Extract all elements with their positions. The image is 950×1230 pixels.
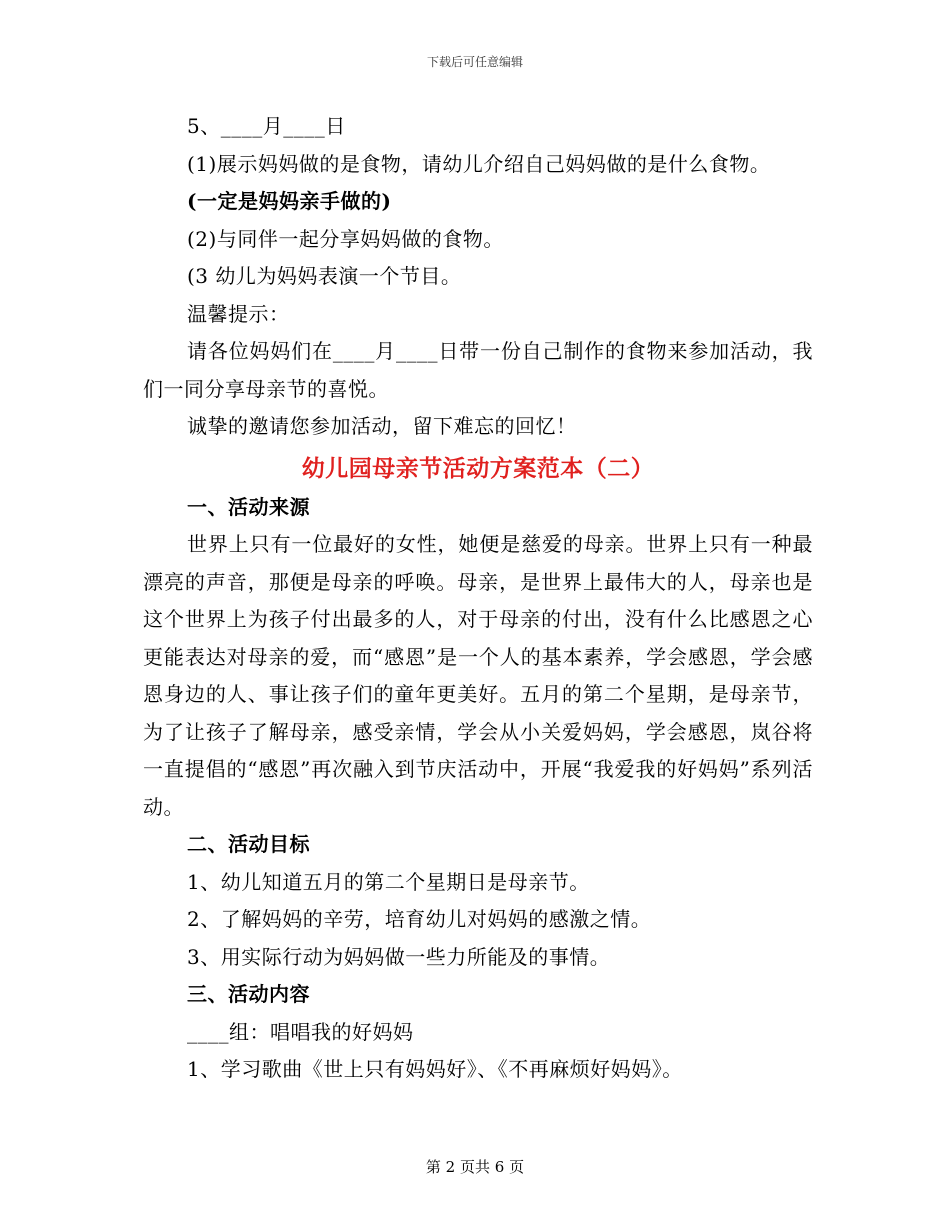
source-paragraph: 世界上只有一位最好的女性，她便是慈爱的母亲。世界上只有一种最漂亮的声音，那便是母亲的呼唤。母亲，是世界上最伟大的人，母亲也是这个世界上为孩子付出最多的人，对于母亲的付出，没有什么比感恩之心更能表达对母亲的爱，而“感恩”是一个人的基本素养，学会感恩，学会感恩身边的人、事让孩子们的童年更美好。五月的第二个星期，是母亲节，为了让孩子了解母亲，感受亲情，学会从小关爱妈妈，学会感恩，岚谷将一直提倡的“感恩”再次融入到节庆活动中，开展“我爱我的好妈妈”系列活动。: [143, 532, 813, 819]
tips-label: 温馨提示：: [187, 301, 290, 326]
invitation-line: 诚挚的邀请您参加活动，留下难忘的回忆！: [187, 414, 577, 438]
section-heading-content: 三、活动内容: [187, 982, 310, 1006]
step-3: (3 幼儿为妈妈表演一个节目。: [187, 264, 462, 288]
content-item: 1、学习歌曲《世上只有妈妈好》、《不再麻烦好妈妈》。: [187, 1057, 683, 1081]
step-2: (2)与同伴一起分享妈妈做的食物。: [187, 226, 504, 251]
goal-item: 1、幼儿知道五月的第二个星期日是母亲节。: [187, 869, 590, 894]
document-title: 幼儿园母亲节活动方案范本（二）: [301, 454, 655, 482]
page-footer: 第 2 页共 6 页: [425, 1158, 525, 1176]
document-body: [143, 108, 813, 1089]
goal-item: 3、用实际行动为妈妈做一些力所能及的事情。: [187, 944, 611, 969]
goal-item: 2、了解妈妈的辛劳，培育幼儿对妈妈的感激之情。: [187, 907, 652, 931]
step-1-note: (一定是妈妈亲手做的): [187, 189, 392, 213]
content-group-line: ____组：唱唱我的好妈妈: [187, 1019, 414, 1044]
section-heading-goals: 二、活动目标: [187, 832, 310, 856]
page-header: 下载后可任意编辑: [426, 55, 523, 69]
date-line: 5、____月____日: [187, 114, 346, 138]
tips-paragraph: 请各位妈妈们在____月____日带一份自己制作的食物来参加活动，我们一同分享母亲节的喜悦。: [143, 339, 813, 401]
step-1: (1)展示妈妈做的是食物，请幼儿介绍自己妈妈做的是什么食物。: [187, 151, 771, 176]
section-heading-source: 一、活动来源: [187, 494, 310, 519]
